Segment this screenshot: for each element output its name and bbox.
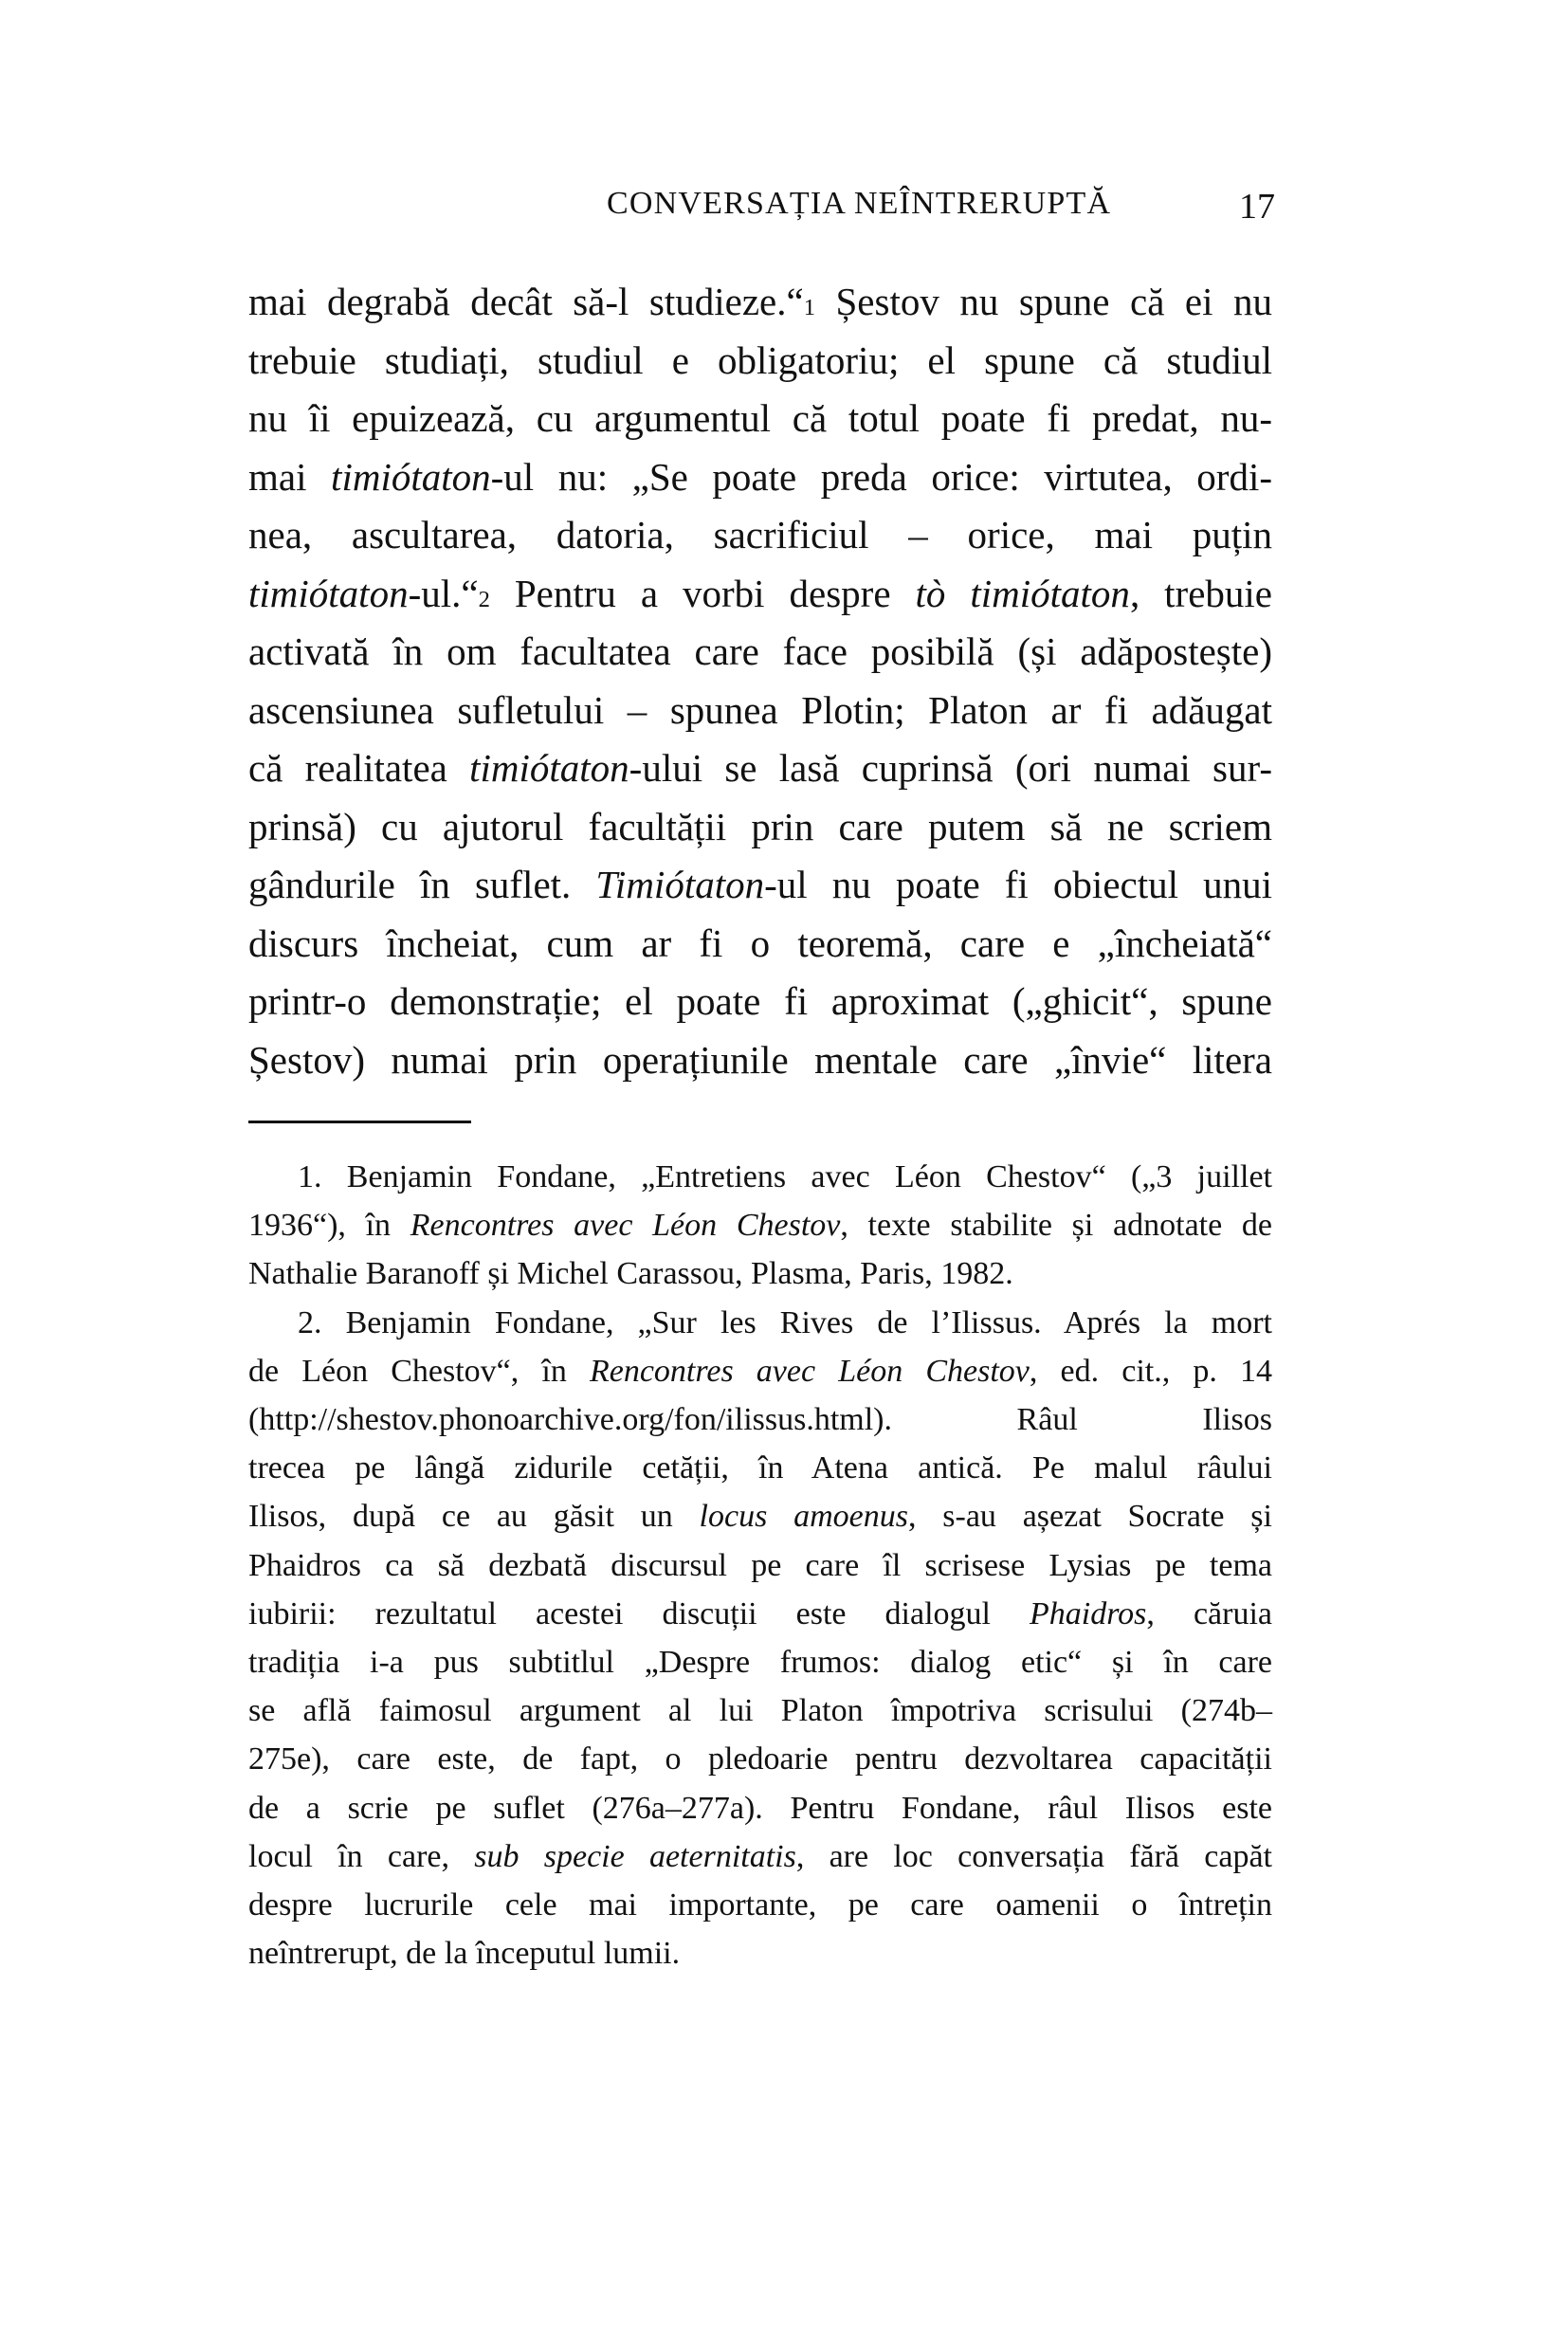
body-line: [248, 800, 1272, 854]
text-run: , ed. cit., p. 14: [1029, 1353, 1273, 1389]
text-run: Șestov nu spune că ei nu: [815, 280, 1273, 323]
running-header: [607, 186, 1275, 243]
text-run: , s-au așezat Socrate și: [907, 1499, 1272, 1535]
text-run: 2. Benjamin Fondane, „Sur les Rives de l’Ilissus. Aprés la mort: [298, 1304, 1272, 1340]
text-run: -ul nu poate fi obiectul unui: [764, 863, 1272, 907]
text-run: discurs încheiat, cum ar fi o teoremă, care e „încheiată“: [248, 920, 1272, 965]
footnote-separator-rule: [248, 1121, 471, 1123]
body-line: [248, 975, 1272, 1029]
text-run: Pentru a vorbi despre: [489, 571, 916, 615]
text-run: nu îi epuizează, cu argumentul că totul poate fi predat, nu-: [248, 396, 1272, 441]
body-line: [248, 625, 1272, 679]
text-run: Phaidros ca să dezbată discursul pe care îl scrisese Lysias pe tema: [248, 1547, 1272, 1583]
footnote-reference: 1: [803, 295, 815, 320]
footnote-reference: 2: [478, 586, 490, 612]
footnote-2-line: [248, 1735, 1272, 1783]
body-line: [248, 1033, 1272, 1087]
italic-term: timiótaton: [331, 454, 491, 499]
footnote-1-line: [248, 1201, 1272, 1249]
text-run: trebuie studiați, studiul e obligatoriu; el spune că studiul: [248, 337, 1272, 382]
text-run: tradiția i-a pus subtitlul „Despre frumos: dialog etic“ și în care: [248, 1645, 1272, 1680]
body-line: [248, 917, 1272, 971]
text-run: Șestov) numai prin operațiunile mentale care „învie“ litera: [248, 1038, 1272, 1082]
footnote-2-line: [248, 1492, 1272, 1540]
text-run: 1936“), în: [248, 1208, 410, 1244]
text-run: mai degrabă decât să-l studieze.“: [248, 280, 804, 323]
text-run: printr-o demonstrație; el poate fi aproximat („ghicit“, spune: [248, 979, 1272, 1024]
body-line: [248, 567, 1272, 621]
text-run: trecea pe lângă zidurile cetății, în Atena antică. Pe malul râului: [248, 1450, 1272, 1486]
text-run: neîntrerupt, de la începutul lumii.: [248, 1936, 681, 1972]
text-run: că realitatea: [248, 746, 470, 791]
footnote-2-line: [248, 1638, 1272, 1686]
italic-term: Timiótaton: [595, 863, 765, 907]
text-run: , căruia: [1146, 1595, 1272, 1631]
footnote-1-line: [248, 1153, 1272, 1201]
italic-term: timiótaton: [469, 746, 629, 791]
footnote-2-line: [248, 1784, 1272, 1832]
footnote-2-line: [248, 1881, 1272, 1929]
text-run: iubirii: rezultatul acestei discuții este dialogul: [248, 1595, 1030, 1631]
body-line: [248, 275, 1272, 329]
italic-term: Phaidros: [1030, 1595, 1147, 1631]
body-line: [248, 858, 1272, 912]
italic-term: Rencontres avec Léon Chestov: [410, 1208, 841, 1244]
text-run: gândurile în suflet.: [248, 863, 596, 907]
text-run: se află faimosul argument al lui Platon împotriva scrisului (274b–: [248, 1693, 1272, 1729]
footnote-2-line: [248, 1686, 1272, 1735]
text-run: prinsă) cu ajutorul facultății prin care putem să ne scriem: [248, 804, 1272, 848]
footnote-2-line: [248, 1541, 1272, 1590]
text-run: -ul.“: [408, 571, 479, 615]
text-run: despre lucrurile cele mai importante, pe care oamenii o întrețin: [248, 1887, 1272, 1923]
running-title: CONVERSAȚIA NEÎNTRERUPTĂ: [607, 186, 1112, 221]
text-run: 1. Benjamin Fondane, „Entretiens avec Léon Chestov“ („3 juillet: [298, 1159, 1272, 1194]
footnote-2-line: [248, 1444, 1272, 1492]
text-run: -ul nu: „Se poate preda orice: virtutea, ordi-: [490, 454, 1272, 499]
footnote-2-line: [248, 1347, 1272, 1395]
footnote-2-line: [248, 1929, 1272, 1977]
text-run: ascensiunea sufletului – spunea Plotin; Platon ar fi adăugat: [248, 687, 1272, 732]
footnote-1-line: [248, 1249, 1272, 1298]
text-run: Ilisos, după ce au găsit un: [248, 1499, 700, 1535]
text-run: -ului se lasă cuprinsă (ori numai sur-: [629, 746, 1272, 791]
body-line: [248, 683, 1272, 738]
footnote-2-line: [248, 1395, 1272, 1444]
text-run: Nathalie Baranoff și Michel Carassou, Plasma, Paris, 1982.: [248, 1256, 1013, 1292]
text-run: nea, ascultarea, datoria, sacrificiul – orice, mai puțin: [248, 513, 1272, 557]
text-run: activată în om facultatea care face posibilă (și adăpostește): [248, 629, 1272, 674]
body-line: [248, 450, 1272, 504]
italic-term: sub specie aeternitatis: [474, 1838, 796, 1874]
text-run: , trebuie: [1129, 571, 1272, 615]
footnote-2-line: [248, 1832, 1272, 1881]
body-line: [248, 392, 1272, 446]
italic-term: Rencontres avec Léon Chestov: [589, 1353, 1030, 1389]
text-run: , texte stabilite și adnotate de: [840, 1208, 1273, 1244]
text-run: de a scrie pe suflet (276a–277a). Pentru Fondane, râul Ilisos este: [248, 1790, 1272, 1826]
footnote-2-line: [248, 1590, 1272, 1638]
text-run: (http://shestov.phonoarchive.org/fon/ilissus.html). Râul Ilisos: [248, 1402, 1272, 1437]
text-run: de Léon Chestov“, în: [248, 1353, 590, 1389]
italic-term: tò timiótaton: [915, 571, 1130, 615]
body-line: [248, 334, 1272, 388]
body-line: [248, 741, 1272, 795]
italic-term: timiótaton: [248, 571, 409, 615]
text-run: 275e), care este, de fapt, o pledoarie pentru dezvoltarea capacității: [248, 1741, 1272, 1777]
footnote-2-line: [248, 1299, 1272, 1347]
italic-term: locus amoenus: [699, 1499, 908, 1535]
text-run: locul în care,: [248, 1838, 475, 1874]
text-run: , are loc conversația fără capăt: [795, 1838, 1272, 1874]
page-number: 17: [1239, 187, 1275, 227]
body-line: [248, 508, 1272, 562]
text-run: mai: [248, 454, 332, 499]
